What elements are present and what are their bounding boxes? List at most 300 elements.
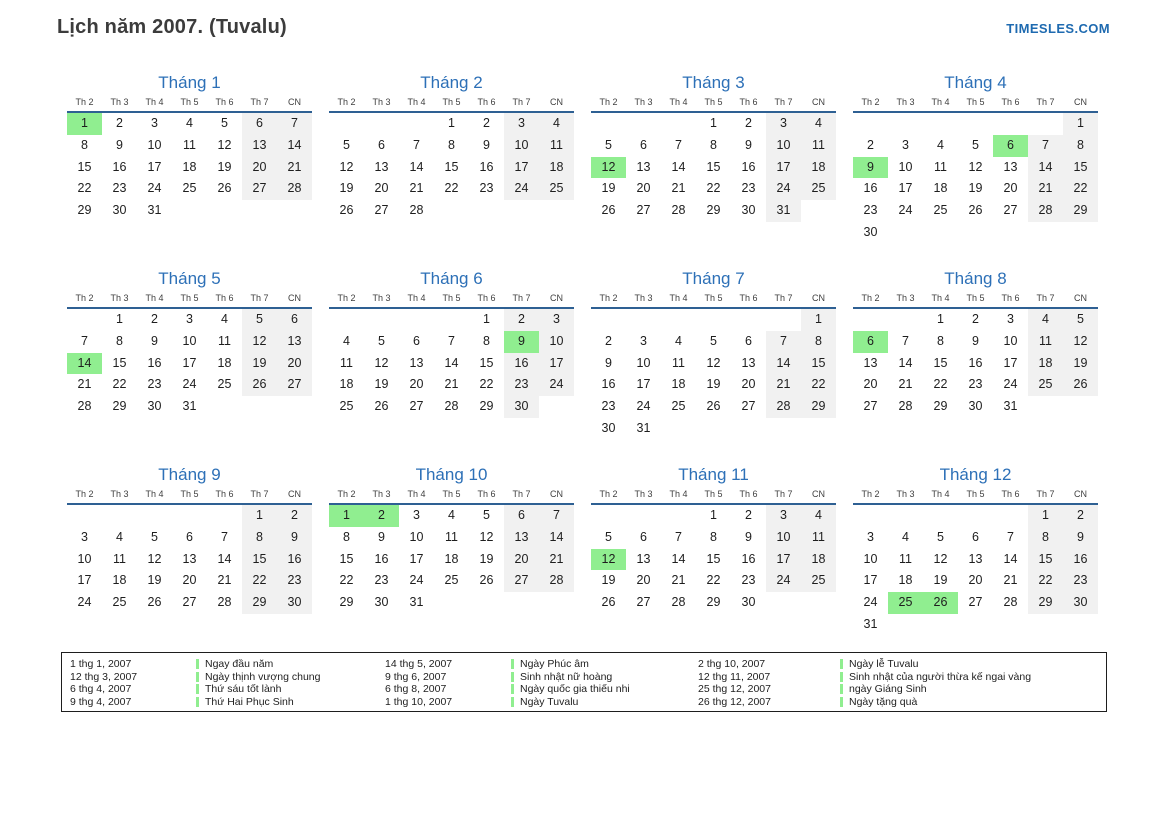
day-cell: 29 [1063, 200, 1098, 222]
day-cell: 13 [968, 551, 983, 566]
day-cell: 15 [933, 355, 948, 370]
weekday-header-row [67, 293, 312, 309]
day-cell: 19 [147, 573, 162, 588]
legend-date: 6 thg 8, 2007 [385, 683, 447, 696]
weekday-header: Th 4 [931, 97, 950, 107]
day-cell: 17 [182, 355, 197, 370]
weekday-header: Th 7 [774, 97, 793, 107]
day-cell: 27 [741, 399, 756, 414]
day-cell: 21 [277, 157, 312, 179]
day-cell: 5 [937, 529, 944, 544]
day-cell: 29 [479, 399, 494, 414]
day-cell: 25 [801, 570, 836, 592]
weekday-header: Th 7 [512, 97, 531, 107]
legend-label: Ngày Tuvalu [520, 696, 579, 709]
day-cell: 18 [182, 159, 197, 174]
day-cell-empty [993, 222, 1028, 244]
day-cell-empty [958, 222, 993, 244]
day-cell: 25 [539, 178, 574, 200]
day-cell: 1 [710, 116, 717, 130]
day-cell: 6 [745, 333, 752, 348]
month-12 [853, 464, 1098, 660]
day-cell: 10 [409, 529, 424, 544]
day-cell: 5 [378, 333, 385, 348]
legend-date: 1 thg 10, 2007 [385, 696, 453, 709]
weekday-header: Th 6 [1001, 97, 1020, 107]
day-cell: 17 [898, 181, 913, 196]
legend-entry [840, 696, 1106, 708]
day-cell: 6 [186, 529, 193, 544]
day-cell: 30 [741, 595, 756, 610]
weekday-header: Th 7 [1036, 293, 1055, 303]
weekday-header-row [67, 97, 312, 113]
day-cell: 17 [766, 549, 801, 571]
weekday-header: Th 4 [669, 97, 688, 107]
week-row [853, 113, 1098, 135]
month-11 [591, 464, 836, 660]
weekday-header: Th 2 [75, 97, 94, 107]
day-cell: 22 [77, 181, 92, 196]
day-cell: 18 [898, 573, 913, 588]
weekday-header: Th 3 [896, 489, 915, 499]
day-cell-empty [207, 505, 242, 527]
day-cell: 17 [409, 551, 424, 566]
weekday-header: Th 6 [477, 489, 496, 499]
legend-entry [840, 671, 1106, 683]
day-cell: 7 [539, 505, 574, 527]
page-title: Lịch năm 2007. (Tuvalu) [57, 16, 287, 38]
day-cell: 23 [147, 377, 162, 392]
day-cell: 6 [640, 137, 647, 152]
day-cell: 29 [933, 399, 948, 414]
weekday-header: Th 2 [337, 97, 356, 107]
day-cell: 30 [277, 592, 312, 614]
day-cell: 9 [116, 137, 123, 152]
day-cell-empty [696, 309, 731, 331]
day-cell: 24 [77, 595, 92, 610]
day-cell-empty [67, 505, 102, 527]
day-cell: 30 [504, 396, 539, 418]
weekday-header: Th 2 [337, 293, 356, 303]
day-cell: 9 [745, 529, 752, 544]
weekday-header: Th 3 [372, 489, 391, 499]
day-cell: 25 [671, 399, 686, 414]
day-cell: 22 [1063, 178, 1098, 200]
day-cell: 23 [277, 570, 312, 592]
week-row [329, 135, 574, 157]
week-row [591, 592, 836, 614]
weekday-header: Th 3 [110, 293, 129, 303]
day-cell: 5 [972, 137, 979, 152]
day-cell: 11 [672, 355, 685, 370]
week-row [853, 178, 1098, 200]
day-cell: 22 [1028, 570, 1063, 592]
day-cell: 28 [444, 399, 459, 414]
day-cell: 13 [374, 159, 389, 174]
day-cell: 22 [933, 377, 948, 392]
week-row [853, 200, 1098, 222]
day-cell: 5 [710, 333, 717, 348]
day-cell: 31 [863, 616, 878, 631]
day-cell: 29 [706, 595, 721, 610]
weekday-header-row [591, 293, 836, 309]
day-cell-empty [539, 592, 574, 614]
day-cell: 16 [601, 377, 616, 392]
day-cell: 29 [77, 203, 92, 218]
day-cell-empty [626, 113, 661, 135]
day-cell: 27 [636, 203, 651, 218]
month-1 [67, 72, 312, 268]
day-cell-empty [958, 505, 993, 527]
day-cell-empty [591, 309, 626, 331]
day-cell: 18 [801, 157, 836, 179]
day-cell: 8 [81, 137, 88, 152]
day-cell: 20 [636, 573, 651, 588]
day-cell: 6 [972, 529, 979, 544]
day-cell: 14 [444, 355, 459, 370]
day-cell: 3 [766, 505, 801, 527]
day-cell: 30 [147, 399, 162, 414]
weekday-header: Th 2 [599, 97, 618, 107]
day-cell: 18 [217, 355, 232, 370]
month-title: Tháng 2 [420, 73, 483, 92]
day-cell: 16 [374, 551, 389, 566]
day-cell: 11 [801, 527, 836, 549]
legend-date: 25 thg 12, 2007 [698, 683, 771, 696]
day-cell: 2 [745, 508, 752, 522]
day-cell: 20 [242, 157, 277, 179]
weekday-header: Th 5 [704, 489, 723, 499]
weekday-header: Th 5 [966, 97, 985, 107]
month-title: Tháng 7 [682, 269, 745, 288]
day-cell: 21 [217, 573, 232, 588]
day-cell: 4 [902, 529, 909, 544]
day-cell: 21 [671, 181, 686, 196]
day-cell: 11 [113, 551, 126, 566]
weekday-header: CN [550, 489, 563, 499]
day-cell: 21 [539, 549, 574, 571]
day-cell-empty [399, 113, 434, 135]
day-cell-empty [504, 592, 539, 614]
weekday-header: Th 2 [861, 489, 880, 499]
week-row [67, 353, 312, 375]
legend-marker-bar [511, 697, 514, 707]
weekday-header: Th 4 [407, 489, 426, 499]
weekday-header-row [329, 293, 574, 309]
legend-entry [196, 671, 385, 683]
day-cell: 23 [968, 377, 983, 392]
day-cell: 31 [182, 399, 197, 414]
day-cell-empty [888, 113, 923, 135]
day-cell: 27 [242, 178, 277, 200]
day-cell: 9 [605, 355, 612, 370]
day-cell: 17 [504, 157, 539, 179]
week-row [591, 200, 836, 222]
day-cell-empty [277, 200, 312, 222]
week-row [853, 374, 1098, 396]
weekday-header-row [329, 489, 574, 505]
day-cell: 15 [706, 159, 721, 174]
day-cell: 23 [601, 399, 616, 414]
day-cell: 28 [1028, 200, 1063, 222]
day-cell: 20 [636, 181, 651, 196]
day-cell: 8 [242, 527, 277, 549]
day-cell: 10 [863, 551, 878, 566]
day-cell: 12 [147, 551, 162, 566]
day-cell: 21 [444, 377, 459, 392]
day-cell: 13 [636, 159, 651, 174]
day-cell: 19 [339, 181, 354, 196]
week-row [591, 113, 836, 135]
day-cell: 28 [77, 399, 92, 414]
day-cell-empty [853, 309, 888, 331]
weekday-header: CN [812, 489, 825, 499]
day-cell-empty [661, 418, 696, 440]
day-cell: 20 [863, 377, 878, 392]
day-cell: 18 [801, 549, 836, 571]
day-cell: 27 [409, 399, 424, 414]
day-cell: 26 [374, 399, 389, 414]
day-cell: 8 [801, 331, 836, 353]
day-cell-empty [731, 309, 766, 331]
day-cell-empty [888, 614, 923, 636]
week-row [853, 549, 1098, 571]
day-cell-empty [958, 113, 993, 135]
day-cell: 12 [591, 157, 626, 179]
day-cell: 13 [504, 527, 539, 549]
day-cell: 6 [853, 331, 888, 353]
day-cell: 22 [801, 374, 836, 396]
day-cell-empty [539, 396, 574, 418]
legend-entry [511, 658, 698, 670]
day-cell: 14 [671, 159, 686, 174]
legend-label: Thứ sáu tốt lành [205, 683, 282, 696]
week-row [67, 396, 312, 418]
weekday-header: Th 7 [250, 489, 269, 499]
day-cell: 22 [339, 573, 354, 588]
day-cell: 8 [937, 333, 944, 348]
day-cell: 4 [801, 113, 836, 135]
weekday-header: CN [550, 293, 563, 303]
day-cell-empty [1028, 396, 1063, 418]
site-link[interactable]: TIMESLES.COM [1006, 21, 1110, 36]
day-cell: 8 [1063, 135, 1098, 157]
day-cell: 24 [147, 181, 162, 196]
day-cell: 2 [277, 505, 312, 527]
holiday-legend [61, 652, 1107, 712]
day-cell: 7 [277, 113, 312, 135]
day-cell: 18 [112, 573, 127, 588]
day-cell: 12 [1063, 331, 1098, 353]
day-cell: 7 [413, 137, 420, 152]
day-cell: 21 [409, 181, 424, 196]
week-row [67, 135, 312, 157]
day-cell-empty [923, 113, 958, 135]
day-cell: 16 [277, 549, 312, 571]
weekday-header: CN [812, 293, 825, 303]
weekday-header: Th 2 [599, 293, 618, 303]
day-cell: 3 [81, 529, 88, 544]
weekday-header: CN [288, 489, 301, 499]
weekday-header: CN [550, 97, 563, 107]
day-cell-empty [399, 309, 434, 331]
day-cell-empty [102, 505, 137, 527]
day-cell: 6 [504, 505, 539, 527]
day-cell-empty [1063, 396, 1098, 418]
day-cell: 25 [933, 203, 948, 218]
day-cell: 12 [591, 549, 626, 571]
day-cell: 7 [675, 529, 682, 544]
week-row [591, 374, 836, 396]
weekday-header: Th 5 [442, 293, 461, 303]
weekday-header: CN [288, 293, 301, 303]
day-cell: 25 [112, 595, 127, 610]
day-cell: 3 [539, 309, 574, 331]
day-cell: 6 [413, 333, 420, 348]
legend-entry [196, 658, 385, 670]
weekday-header: Th 7 [250, 293, 269, 303]
day-cell: 28 [766, 396, 801, 418]
day-cell-empty [626, 309, 661, 331]
month-title: Tháng 5 [158, 269, 221, 288]
week-row [329, 157, 574, 179]
day-cell: 8 [483, 333, 490, 348]
day-cell: 21 [1028, 178, 1063, 200]
day-cell: 4 [1028, 309, 1063, 331]
week-row [329, 200, 574, 222]
day-cell: 5 [605, 137, 612, 152]
week-row [329, 309, 574, 331]
legend-label: Ngày thịnh vượng chung [205, 670, 321, 683]
legend-marker-bar [840, 672, 843, 682]
day-cell: 7 [81, 333, 88, 348]
day-cell-empty [923, 614, 958, 636]
day-cell: 9 [151, 333, 158, 348]
day-cell: 18 [671, 377, 686, 392]
month-title: Tháng 1 [158, 73, 221, 92]
weekday-header: Th 6 [1001, 293, 1020, 303]
legend-marker-bar [840, 659, 843, 669]
legend-label: Ngày lễ Tuvalu [849, 658, 919, 671]
weekday-header: Th 4 [407, 293, 426, 303]
day-cell: 22 [444, 181, 459, 196]
day-cell: 16 [741, 551, 756, 566]
month-8 [853, 268, 1098, 464]
day-cell-empty [329, 113, 364, 135]
day-cell-empty [766, 418, 801, 440]
day-cell: 2 [116, 116, 123, 130]
day-cell: 10 [504, 135, 539, 157]
legend-label: Ngày quốc gia thiếu nhi [520, 683, 630, 696]
day-cell: 8 [343, 529, 350, 544]
day-cell: 1 [1063, 113, 1098, 135]
weekday-header-row [329, 97, 574, 113]
legend-date: 26 thg 12, 2007 [698, 696, 771, 709]
day-cell: 1 [710, 508, 717, 522]
weekday-header: Th 4 [407, 97, 426, 107]
weekday-header: Th 7 [774, 489, 793, 499]
day-cell: 11 [183, 137, 196, 152]
day-cell-empty [958, 614, 993, 636]
month-3 [591, 72, 836, 268]
week-row [329, 353, 574, 375]
legend-label: Ngày tặng quà [849, 696, 918, 709]
day-cell: 30 [741, 203, 756, 218]
day-cell: 15 [444, 159, 459, 174]
weekday-header: Th 5 [966, 293, 985, 303]
day-cell: 1 [801, 309, 836, 331]
day-cell: 14 [1028, 157, 1063, 179]
week-row [329, 396, 574, 418]
day-cell: 14 [217, 551, 232, 566]
day-cell-empty [434, 309, 469, 331]
week-row [591, 353, 836, 375]
day-cell-empty [1028, 222, 1063, 244]
day-cell: 4 [448, 508, 455, 522]
weekday-header: Th 7 [512, 293, 531, 303]
day-cell: 26 [479, 573, 494, 588]
day-cell: 20 [374, 181, 389, 196]
day-cell: 19 [242, 353, 277, 375]
week-row [853, 135, 1098, 157]
day-cell: 5 [605, 529, 612, 544]
day-cell: 21 [77, 377, 92, 392]
legend-date: 14 thg 5, 2007 [385, 658, 453, 671]
month-2 [329, 72, 574, 268]
calendar-grid [67, 72, 1098, 660]
day-cell: 25 [888, 592, 923, 614]
day-cell-empty [591, 505, 626, 527]
day-cell-empty [853, 505, 888, 527]
day-cell: 2 [483, 116, 490, 130]
day-cell: 9 [378, 529, 385, 544]
day-cell: 18 [1028, 353, 1063, 375]
week-row [853, 222, 1098, 244]
week-row [67, 113, 312, 135]
day-cell-empty [923, 222, 958, 244]
day-cell: 26 [706, 399, 721, 414]
day-cell: 25 [182, 181, 197, 196]
month-10 [329, 464, 574, 660]
day-cell: 11 [1028, 331, 1063, 353]
day-cell: 3 [766, 113, 801, 135]
weekday-header-row [853, 489, 1098, 505]
day-cell-empty [801, 200, 836, 222]
day-cell: 19 [601, 573, 616, 588]
day-cell: 10 [1003, 333, 1018, 348]
legend-date: 9 thg 6, 2007 [385, 670, 447, 683]
day-cell: 24 [863, 595, 878, 610]
day-cell: 12 [339, 159, 354, 174]
day-cell: 26 [968, 203, 983, 218]
day-cell-empty [923, 505, 958, 527]
week-row [853, 396, 1098, 418]
day-cell: 3 [1007, 312, 1014, 326]
month-title: Tháng 9 [158, 465, 221, 484]
day-cell: 8 [1028, 527, 1063, 549]
day-cell: 6 [242, 113, 277, 135]
day-cell: 15 [339, 551, 354, 566]
day-cell: 1 [448, 116, 455, 130]
day-cell: 19 [1063, 353, 1098, 375]
day-cell-empty [888, 309, 923, 331]
day-cell: 20 [741, 377, 756, 392]
weekday-header: Th 2 [75, 293, 94, 303]
day-cell: 22 [706, 573, 721, 588]
weekday-header: Th 3 [110, 489, 129, 499]
day-cell: 17 [1003, 355, 1018, 370]
day-cell: 16 [479, 159, 494, 174]
